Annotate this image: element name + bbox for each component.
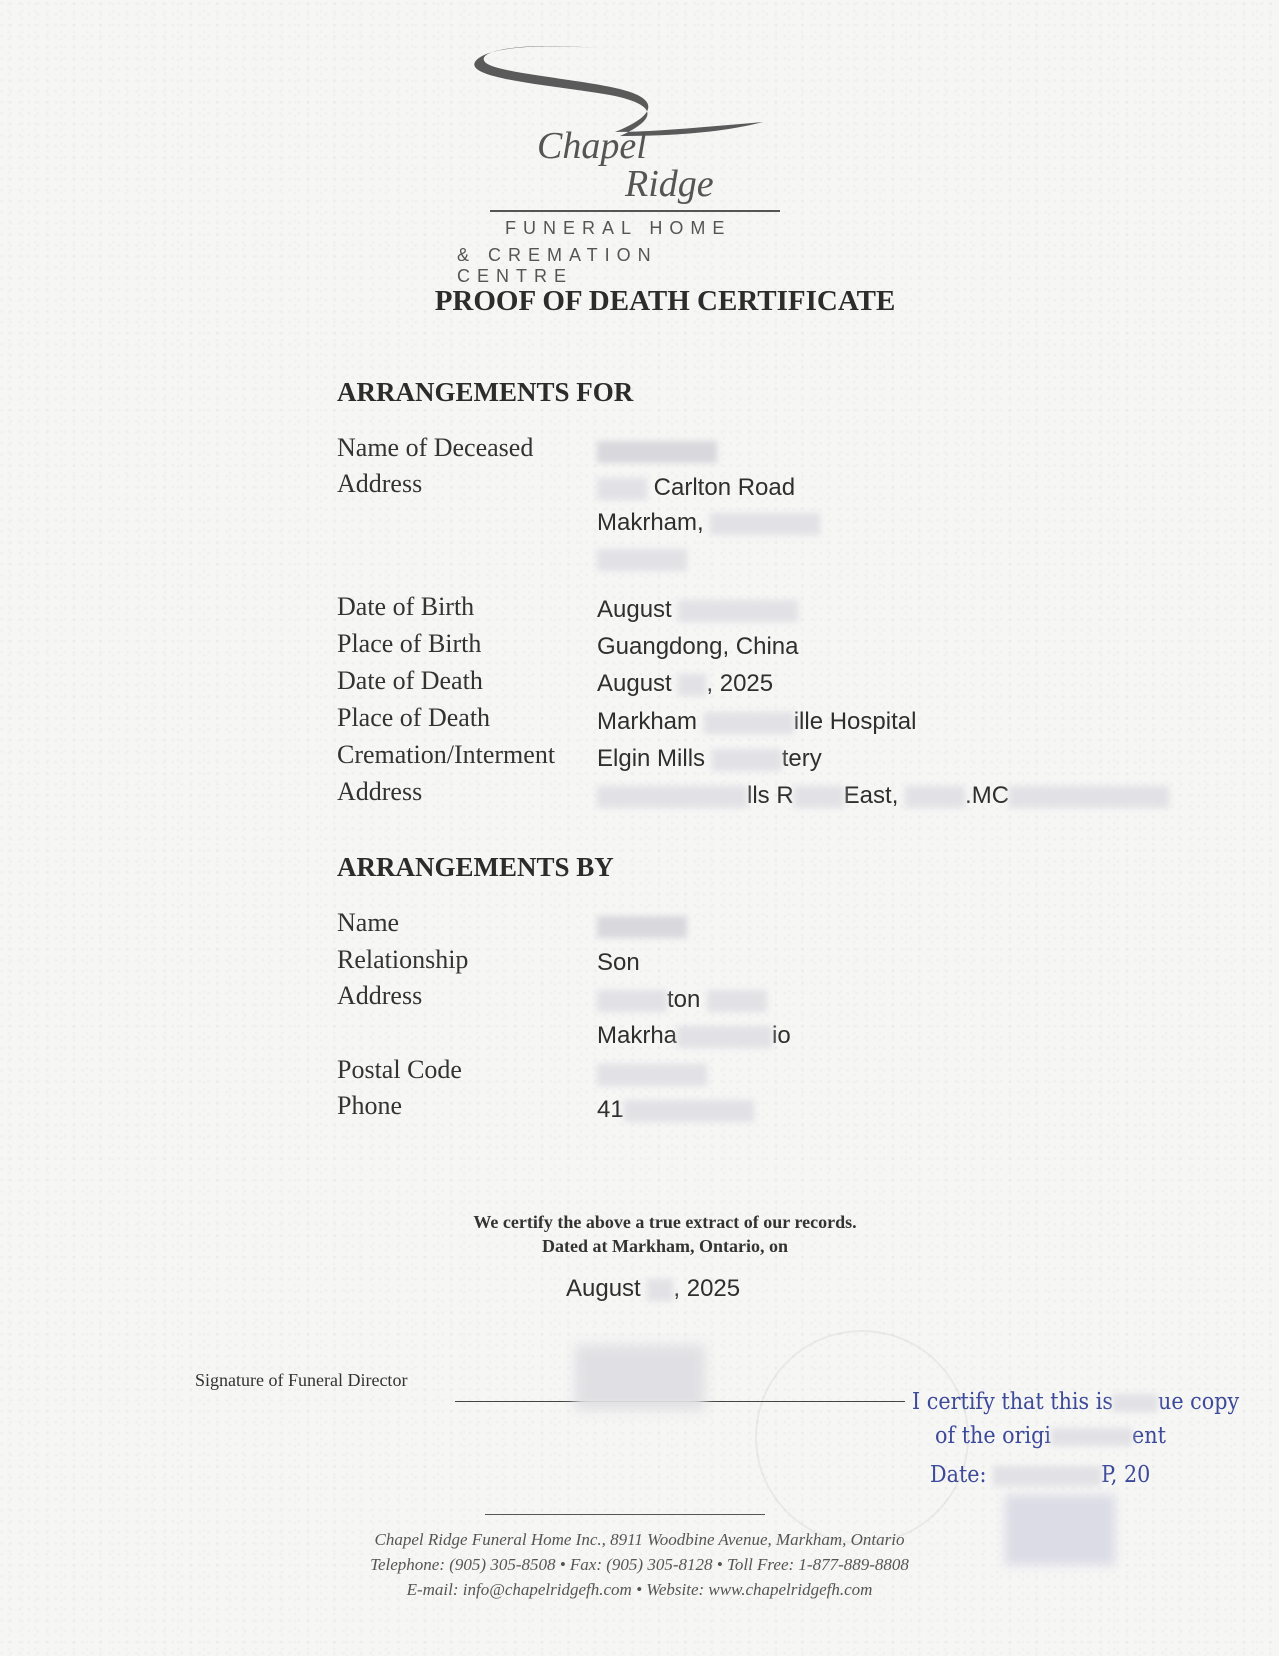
certify-date: August , 2025 [566,1275,741,1302]
company-logo [445,40,785,286]
arrangements-by-heading: ARRANGEMENTS BY [337,852,614,882]
dob-label: Date of Birth [337,592,475,621]
arranger-address-line1: ton [597,986,767,1014]
arranger-name-label: Name [337,908,400,937]
stamp-line-1: I certify that this is ue copy [912,1389,1240,1415]
logo-subtitle-1: FUNERAL HOME [505,218,732,238]
stamp-line-3: Date: P, 20 [930,1462,1151,1488]
cemetery-address-value: lls R East, .MC [597,782,1169,810]
arranger-name-value [597,912,687,940]
relationship-value: Son [597,949,640,976]
footer-address: Chapel Ridge Funeral Home Inc., 8911 Woodbine Avenue, Markham, Ontario [374,1530,905,1549]
deceased-name-value [597,437,717,465]
signature-label: Signature of Funeral Director [195,1370,408,1390]
pod-value: Markham ille Hospital [597,708,917,735]
deceased-address-label: Address [337,469,423,498]
deceased-address-line2: Makrham, [597,509,820,537]
footer-phones: Telephone: (905) 305-8508 • Fax: (905) 305-8128 • Toll Free: 1-877-889-8808 [370,1555,909,1574]
cremation-interment-label: Cremation/Interment [337,740,556,769]
pob-label: Place of Birth [337,629,482,658]
dod-label: Date of Death [337,666,483,695]
postal-code-label: Postal Code [337,1055,462,1084]
logo-ridge: Ridge [625,163,714,205]
logo-rule [490,210,780,212]
phone-value: 41 [597,1096,754,1124]
pob-value: Guangdong, China [597,633,799,660]
footer-rule [485,1514,765,1515]
footer-contact: E-mail: info@chapelridgefh.com • Website: www.chapelridgefh.com [406,1580,873,1599]
certify-line-1: We certify the above a true extract of our records. [473,1212,857,1232]
cemetery-address-label: Address [337,777,423,806]
arranger-address-label: Address [337,981,423,1010]
deceased-address-line3 [597,545,687,573]
arranger-address-line2: Makrha io [597,1022,791,1049]
phone-label: Phone [337,1091,402,1120]
certify-line-2: Dated at Markham, Ontario, on [542,1236,788,1256]
signature-redacted [575,1345,705,1410]
cremation-interment-value: Elgin Mills tery [597,745,822,772]
relationship-label: Relationship [337,945,469,974]
pod-label: Place of Death [337,703,491,732]
arrangements-for-heading: ARRANGEMENTS FOR [337,377,634,407]
logo-chapel: Chapel [537,125,647,167]
dod-value: August , 2025 [597,670,774,697]
deceased-address-line1: Carlton Road [597,474,795,502]
deceased-name-label: Name of Deceased [337,433,534,462]
document-title: PROOF OF DEATH CERTIFICATE [434,285,896,317]
stamp-line-2: of the origi ent [935,1423,1166,1449]
dob-value: August [597,596,798,624]
logo-subtitle-2: & CREMATION CENTRE [457,245,658,286]
postal-code-value [597,1060,707,1088]
